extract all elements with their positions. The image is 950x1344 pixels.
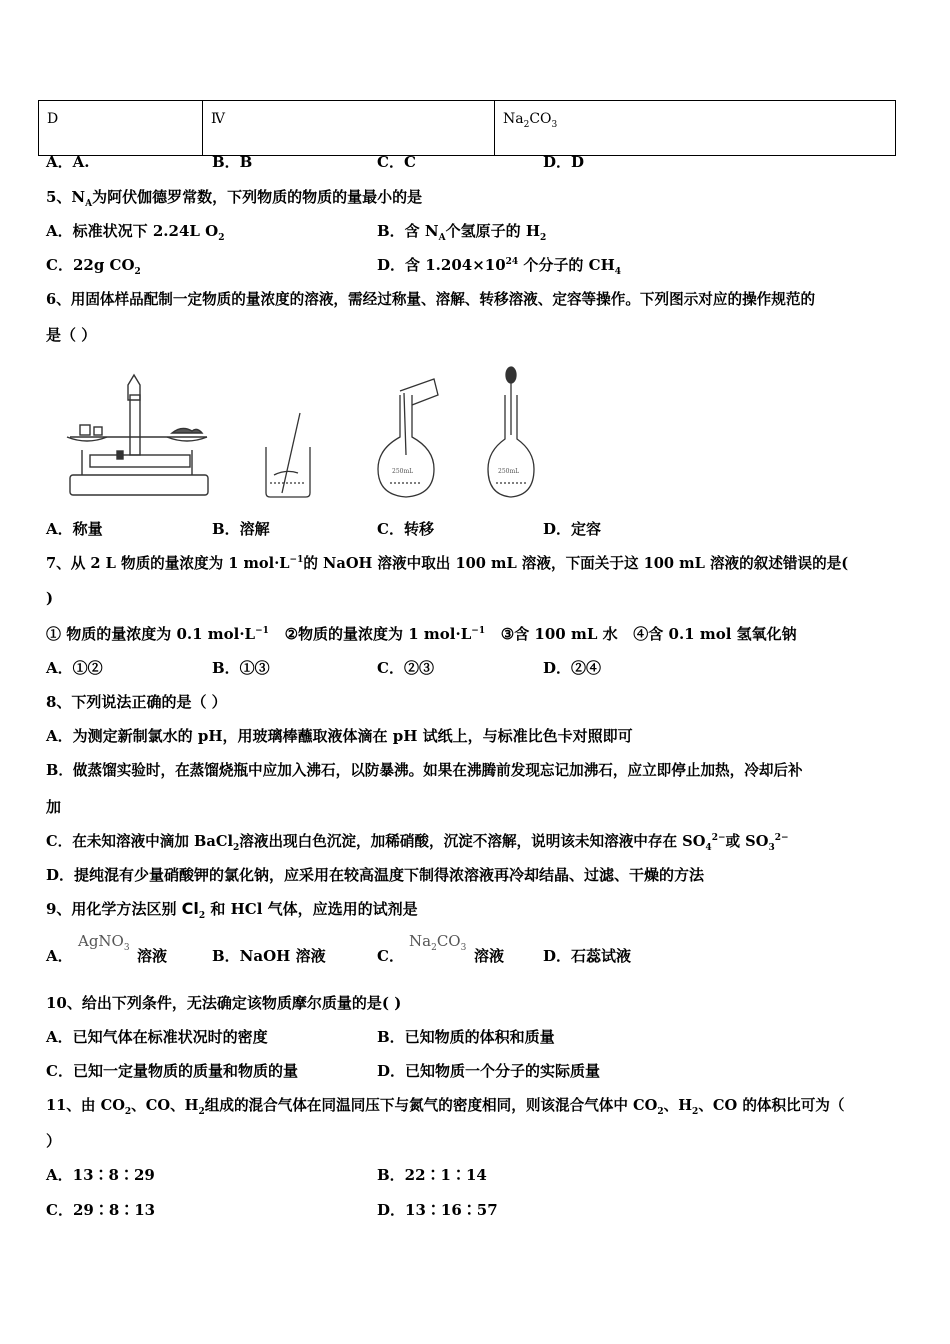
table-cell: Ⅳ xyxy=(203,101,495,156)
q9-option-a-formula: AgNO$_3$ xyxy=(78,932,130,953)
q5-option-d: D．含 $1.204\times 10^{24}$ 个分子的 $CH_4$ xyxy=(377,256,622,277)
q9-option-c: C． xyxy=(377,947,404,965)
q4-option-a: A．A. xyxy=(46,153,90,171)
q8-option-a: A．为测定新制氯水的 pH，用玻璃棒蘸取液体滴在 pH 试纸上，与标准比色卡对照即可 xyxy=(46,727,633,745)
answer-table xyxy=(38,100,896,156)
q6-option-b: B．溶解 xyxy=(212,520,270,538)
q5-stem: 5、$N_A$为阿伏伽德罗常数，下列物质的物质的量最小的是 xyxy=(46,188,423,209)
q6-option-c: C．转移 xyxy=(377,520,434,538)
q9-option-b: B．NaOH 溶液 xyxy=(212,947,326,965)
q11-option-b: B．22∶1∶14 xyxy=(377,1166,487,1184)
q11-option-a: A．13∶8∶29 xyxy=(46,1166,155,1184)
q8-option-b-line1: B．做蒸馏实验时，在蒸馏烧瓶中应加入沸石，以防暴沸。如果在沸腾前发现忘记加沸石，应立即停止加热，冷却后补 xyxy=(46,762,803,779)
q8-stem: 8、下列说法正确的是（ ） xyxy=(46,693,227,711)
table-cell: D xyxy=(39,101,203,156)
q11-stem-line1: 11、由 $CO_2$、CO、$H_2$组成的混合气体在同温同压下与氮气的密度相同，则该混合气体中 $CO_2$、$H_2$、CO 的体积比可为（ xyxy=(46,1097,845,1117)
q7-option-a: A．①② xyxy=(46,659,103,677)
volumetric-flask-dropper-figure xyxy=(482,365,542,500)
q8-option-c: C．在未知溶液中滴加 BaCl$_2$溶液出现白色沉淀，加稀硝酸，沉淀不溶解，说明该未知溶液中存在 $SO_4^{2-}$或 $SO_3^{2-}$ xyxy=(46,833,789,853)
q9-option-a: A． xyxy=(46,947,73,965)
q10-option-b: B．已知物质的体积和质量 xyxy=(377,1028,555,1046)
q6-stem-line1: 6、用固体样品配制一定物质的量浓度的溶液，需经过称量、溶解、转移溶液、定容等操作。下列图示对应的操作规范的 xyxy=(46,291,816,308)
balance-scale-figure xyxy=(62,365,212,500)
q9-stem: 9、用化学方法区别 $Cl_2$ 和 HCl 气体，应选用的试剂是 xyxy=(46,899,418,921)
q10-option-d: D．已知物质一个分子的实际质量 xyxy=(377,1062,601,1080)
q10-option-a: A．已知气体在标准状况时的密度 xyxy=(46,1028,268,1046)
q5-option-a: A．标准状况下 2.24L $O_2$ xyxy=(46,222,225,243)
beaker-figure xyxy=(258,365,318,500)
q9-option-d: D．石蕊试液 xyxy=(543,947,632,965)
q5-option-c: C．22g $CO_2$ xyxy=(46,256,141,277)
q7-items: ① 物质的量浓度为 0.1 $mol\cdot L^{-1}$ ②物质的量浓度为 1 $mol\cdot L^{-1}$ ③含 100 mL 水 ④含 0.1 mol 氢氧化钠 xyxy=(46,625,797,643)
volumetric-flask-pour-figure xyxy=(372,365,442,500)
q4-option-c: C．C xyxy=(377,153,416,171)
q7-option-c: C．②③ xyxy=(377,659,434,677)
q11-stem-line2: ） xyxy=(46,1132,62,1150)
svg-text:250mL: 250mL xyxy=(498,468,520,475)
q9-option-c-formula: $Na_2CO_3$ xyxy=(409,932,467,953)
q6-option-d: D．定容 xyxy=(543,520,602,538)
q10-stem: 10、给出下列条件，无法确定该物质摩尔质量的是( ) xyxy=(46,994,402,1012)
svg-text:250mL: 250mL xyxy=(392,468,414,475)
q4-option-b: B．B xyxy=(212,153,253,171)
table-row xyxy=(39,101,896,156)
q7-option-b: B．①③ xyxy=(212,659,270,677)
q8-option-b-line2: 加 xyxy=(46,798,62,816)
table-cell: $Na_2CO_3$ xyxy=(495,101,896,156)
q7-stem-line2: ) xyxy=(46,589,54,607)
q4-option-d: D．D xyxy=(543,153,585,171)
q6-stem-line2: 是（ ） xyxy=(46,326,97,344)
q7-option-d: D．②④ xyxy=(543,659,602,677)
q7-stem-line1: 7、从 2 L 物质的量浓度为 1 $mol\cdot L^{-1}$的 NaOH 溶液中取出 100 mL 溶液，下面关于这 100 mL 溶液的叙述错误的是( xyxy=(46,555,849,572)
q5-option-b: B．含 $N_A$个氢原子的 $H_2$ xyxy=(377,222,547,243)
q11-option-c: C．29∶8∶13 xyxy=(46,1201,156,1219)
q9-option-c-suffix: 溶液 xyxy=(474,947,505,965)
q10-option-c: C．已知一定量物质的质量和物质的量 xyxy=(46,1062,298,1080)
q6-option-a: A．称量 xyxy=(46,520,103,538)
q11-option-d: D．13∶16∶57 xyxy=(377,1201,498,1219)
q9-option-a-suffix: 溶液 xyxy=(137,947,168,965)
q8-option-d: D．提纯混有少量硝酸钾的氯化钠，应采用在较高温度下制得浓溶液再冷却结晶、过滤、干燥的方法 xyxy=(46,866,705,884)
